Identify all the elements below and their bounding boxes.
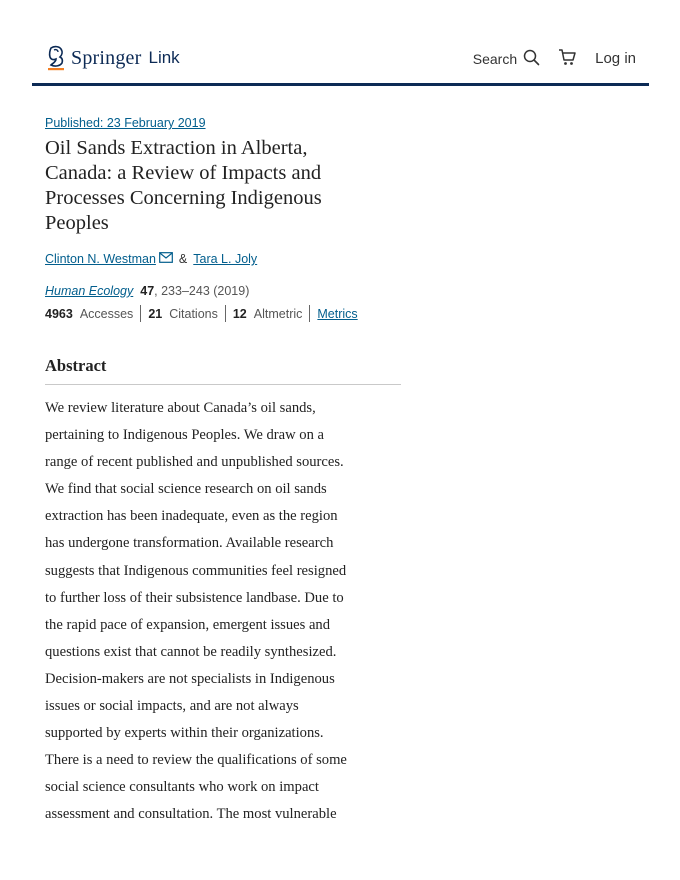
altmetric-count: 12 bbox=[232, 306, 247, 321]
citations-label: Citations bbox=[169, 306, 218, 321]
logo-springer-text: Springer bbox=[71, 46, 142, 69]
abstract-line: We find that social science research on oil sands bbox=[45, 481, 327, 498]
author-list bbox=[45, 252, 401, 266]
metrics-divider bbox=[225, 305, 226, 322]
author-link[interactable]: Clinton N. Westman bbox=[45, 252, 156, 266]
author-separator: & bbox=[178, 252, 188, 266]
journal-pages: , 233–243 (2019) bbox=[154, 284, 250, 298]
altmetric-label: Altmetric bbox=[253, 306, 303, 321]
abstract-line: to further loss of their subsistence landbase. Due to bbox=[45, 589, 344, 606]
search-icon bbox=[523, 49, 540, 69]
abstract-line: supported by experts within their organizations. bbox=[45, 725, 324, 742]
abstract-line: the rapid pace of expansion, emergent issues and bbox=[45, 616, 331, 633]
abstract-line: range of recent published and unpublished sources. bbox=[45, 454, 344, 471]
abstract-heading: Abstract bbox=[45, 356, 401, 385]
metrics-link[interactable]: Metrics bbox=[317, 306, 358, 321]
metrics-divider bbox=[309, 305, 310, 322]
abstract-line: questions exist that cannot be readily synthesized. bbox=[45, 643, 337, 660]
published-date-link[interactable]: Published: 23 February 2019 bbox=[45, 116, 206, 130]
abstract-line: pertaining to Indigenous Peoples. We draw on a bbox=[45, 427, 325, 444]
article-main bbox=[45, 114, 401, 829]
author-link[interactable]: Tara L. Joly bbox=[193, 252, 258, 266]
cart-icon bbox=[558, 48, 577, 69]
abstract-line: There is a need to review the qualifications of some bbox=[45, 752, 347, 769]
abstract-line: Decision-makers are not specialists in Indigenous bbox=[45, 670, 335, 687]
site-header bbox=[32, 0, 649, 86]
article-title: Oil Sands Extraction in Alberta, Canada: a Review of Impacts and Processes Concerning Indigenous Peoples bbox=[45, 137, 322, 234]
accesses-label: Accesses bbox=[79, 306, 134, 321]
cart-button[interactable] bbox=[558, 48, 577, 69]
accesses-count: 4963 bbox=[45, 306, 73, 321]
logo-link-text: Link bbox=[148, 48, 180, 67]
abstract-line: social science consultants who work on impact bbox=[45, 779, 319, 796]
journal-link[interactable]: Human Ecology bbox=[45, 284, 134, 298]
citations-count: 21 bbox=[148, 306, 163, 321]
springer-horse-icon bbox=[45, 45, 67, 71]
login-button[interactable]: Log in bbox=[595, 50, 636, 67]
journal-volume: 47 bbox=[140, 284, 155, 298]
abstract-text bbox=[45, 395, 401, 829]
abstract-line: assessment and consultation. The most vulnerable bbox=[45, 806, 337, 823]
header-actions bbox=[473, 48, 636, 69]
abstract-line: We review literature about Canada’s oil sands, bbox=[45, 400, 316, 416]
abstract-line: extraction has been inadequate, even as the region bbox=[45, 508, 338, 525]
abstract-line: issues or social impacts, and are not always bbox=[45, 698, 299, 715]
journal-citation bbox=[45, 284, 401, 298]
metrics-divider bbox=[140, 305, 141, 322]
search-label: Search bbox=[472, 50, 518, 67]
search-button[interactable] bbox=[473, 49, 540, 69]
abstract-line: suggests that Indigenous communities feel resigned bbox=[45, 562, 347, 579]
abstract-line: has undergone transformation. Available research bbox=[45, 535, 334, 552]
article-metrics bbox=[45, 305, 401, 322]
email-icon[interactable] bbox=[159, 252, 173, 266]
springer-link-logo[interactable] bbox=[45, 45, 180, 71]
